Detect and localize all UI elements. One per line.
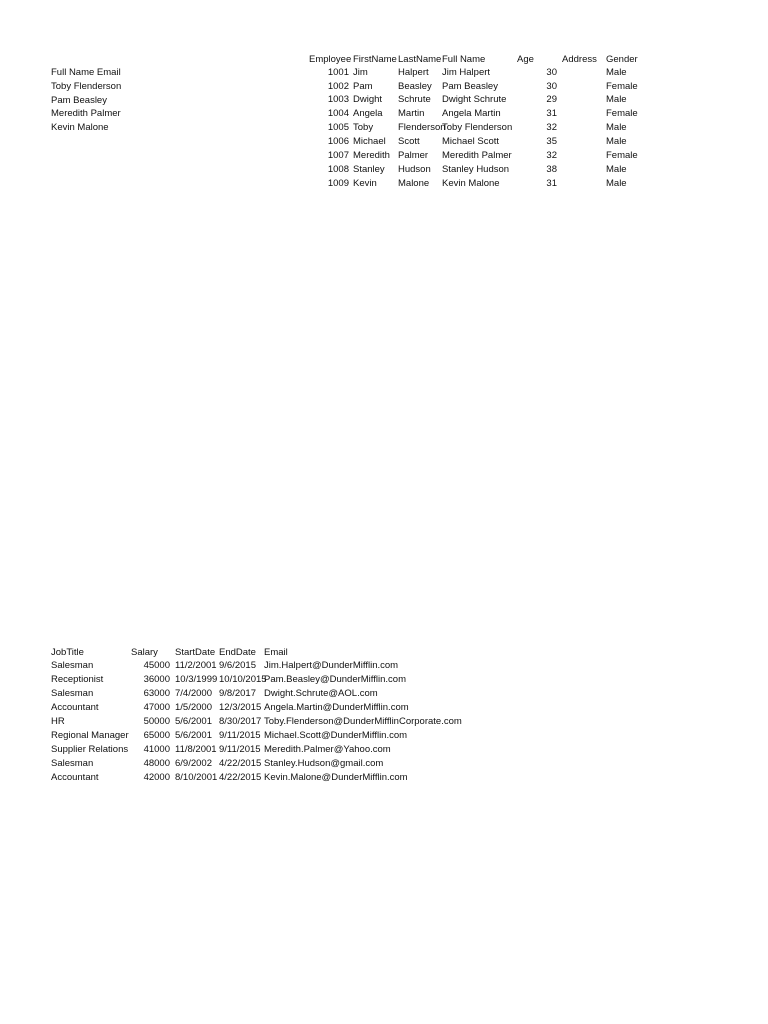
table-cell: 4/22/2015 bbox=[219, 772, 262, 783]
table-cell: Jim.Halpert@DunderMifflin.com bbox=[264, 660, 399, 671]
column-header: EndDate bbox=[219, 647, 256, 658]
table-cell: Dwight Schrute bbox=[442, 94, 507, 105]
table-cell: Palmer bbox=[398, 150, 429, 161]
table-cell: Male bbox=[606, 67, 627, 78]
column-header: Gender bbox=[606, 54, 638, 65]
table-cell: 41000 bbox=[143, 744, 170, 755]
table-cell: 6/9/2002 bbox=[175, 758, 212, 769]
table-cell: 7/4/2000 bbox=[175, 688, 212, 699]
table-cell: 30 bbox=[546, 81, 557, 92]
table-cell: 65000 bbox=[143, 730, 170, 741]
table-cell: 48000 bbox=[143, 758, 170, 769]
table-cell: Dwight.Schrute@AOL.com bbox=[264, 688, 378, 699]
table-cell: Salesman bbox=[51, 758, 94, 769]
table-cell: 10/10/2015 bbox=[219, 674, 267, 685]
table-cell: 50000 bbox=[143, 716, 170, 727]
table-cell: 1005 bbox=[327, 122, 349, 133]
table-cell: Regional Manager bbox=[51, 730, 129, 741]
list-item: Toby Flenderson bbox=[51, 81, 122, 92]
table-cell: Jim Halpert bbox=[442, 67, 491, 78]
table-cell: Hudson bbox=[398, 164, 431, 175]
table-cell: 8/30/2017 bbox=[219, 716, 262, 727]
table-cell: Toby.Flenderson@DunderMifflinCorporate.com bbox=[264, 716, 462, 727]
table-cell: Malone bbox=[398, 178, 430, 189]
table-cell: Male bbox=[606, 136, 627, 147]
column-header: FirstName bbox=[353, 54, 397, 65]
table-cell: Beasley bbox=[398, 81, 432, 92]
table-cell: 31 bbox=[546, 178, 557, 189]
table-cell: 11/8/2001 bbox=[175, 744, 217, 755]
table-cell: Toby Flenderson bbox=[442, 122, 513, 133]
table-cell: Angela bbox=[353, 108, 383, 119]
table-cell: Female bbox=[606, 150, 638, 161]
table-cell: Michael bbox=[353, 136, 386, 147]
table-cell: Scott bbox=[398, 136, 420, 147]
table-cell: 1001 bbox=[327, 67, 349, 78]
table-cell: Male bbox=[606, 164, 627, 175]
table-cell: 45000 bbox=[143, 660, 170, 671]
column-header: Address bbox=[562, 54, 597, 65]
table-cell: Angela Martin bbox=[442, 108, 501, 119]
table-cell: 1009 bbox=[327, 178, 349, 189]
table-cell: 30 bbox=[546, 67, 557, 78]
table-cell: Kevin.Malone@DunderMifflin.com bbox=[264, 772, 408, 783]
table-cell: 8/10/2001 bbox=[175, 772, 218, 783]
table-cell: Jim bbox=[353, 67, 368, 78]
table-cell: 29 bbox=[546, 94, 557, 105]
table-cell: 1/5/2000 bbox=[175, 702, 212, 713]
table-cell: 63000 bbox=[143, 688, 170, 699]
table-cell: Martin bbox=[398, 108, 425, 119]
table-cell: 1004 bbox=[327, 108, 349, 119]
table-cell: 32 bbox=[546, 122, 557, 133]
table-cell: Toby bbox=[353, 122, 374, 133]
table-cell: 36000 bbox=[143, 674, 170, 685]
table-cell: 5/6/2001 bbox=[175, 730, 212, 741]
table-cell: Stanley.Hudson@gmail.com bbox=[264, 758, 384, 769]
table-cell: Salesman bbox=[51, 688, 94, 699]
table-cell: Supplier Relations bbox=[51, 744, 129, 755]
table-cell: 47000 bbox=[143, 702, 170, 713]
column-header: JobTitle bbox=[51, 647, 84, 658]
table-cell: 1007 bbox=[327, 150, 349, 161]
table-cell: Dwight bbox=[353, 94, 383, 105]
table-cell: Pam Beasley bbox=[442, 81, 498, 92]
column-header: Salary bbox=[131, 647, 158, 658]
table-cell: Meredith bbox=[353, 150, 390, 161]
table-cell: Female bbox=[606, 81, 638, 92]
table-cell: Female bbox=[606, 108, 638, 119]
column-header: Age bbox=[517, 54, 534, 65]
table-cell: 5/6/2001 bbox=[175, 716, 212, 727]
table-cell: HR bbox=[51, 716, 65, 727]
table-cell: 9/6/2015 bbox=[219, 660, 256, 671]
table-cell: Halpert bbox=[398, 67, 429, 78]
column-header: LastName bbox=[398, 54, 442, 65]
table-cell: 1002 bbox=[327, 81, 349, 92]
table-cell: 12/3/2015 bbox=[219, 702, 262, 713]
table-cell: Meredith Palmer bbox=[442, 150, 512, 161]
table-cell: Michael Scott bbox=[442, 136, 500, 147]
table-cell: Male bbox=[606, 178, 627, 189]
table-cell: Stanley Hudson bbox=[442, 164, 510, 175]
table-cell: Salesman bbox=[51, 660, 94, 671]
column-header: StartDate bbox=[175, 647, 216, 658]
column-header: Email bbox=[264, 647, 288, 658]
table-cell: 38 bbox=[546, 164, 557, 175]
table-cell: Meredith.Palmer@Yahoo.com bbox=[264, 744, 391, 755]
table-cell: 32 bbox=[546, 150, 557, 161]
table-cell: Pam.Beasley@DunderMifflin.com bbox=[264, 674, 406, 685]
table-cell: 10/3/1999 bbox=[175, 674, 218, 685]
table-cell: 1003 bbox=[327, 94, 349, 105]
table-cell: 9/11/2015 bbox=[219, 730, 261, 741]
table-cell: Receptionist bbox=[51, 674, 104, 685]
table-cell: Male bbox=[606, 122, 627, 133]
table-cell: 1006 bbox=[327, 136, 349, 147]
table-cell: Stanley bbox=[353, 164, 385, 175]
table-cell: Male bbox=[606, 94, 627, 105]
table-cell: 11/2/2001 bbox=[175, 660, 217, 671]
table-cell: Accountant bbox=[51, 702, 99, 713]
table-cell: 4/22/2015 bbox=[219, 758, 262, 769]
table-cell: 35 bbox=[546, 136, 557, 147]
column-header: Employee bbox=[309, 54, 352, 65]
table-cell: Pam bbox=[353, 81, 373, 92]
table-cell: 1008 bbox=[327, 164, 349, 175]
table-cell: Kevin bbox=[353, 178, 377, 189]
table-cell: 31 bbox=[546, 108, 557, 119]
table-cell: Angela.Martin@DunderMifflin.com bbox=[264, 702, 409, 713]
list-header: Full Name Email bbox=[51, 67, 121, 78]
table-cell: 42000 bbox=[143, 772, 170, 783]
table-cell: Flenderson bbox=[398, 122, 446, 133]
table-cell: Kevin Malone bbox=[442, 178, 500, 189]
list-item: Meredith Palmer bbox=[51, 108, 121, 119]
table-cell: 9/8/2017 bbox=[219, 688, 256, 699]
list-item: Kevin Malone bbox=[51, 122, 109, 133]
table-cell: 9/11/2015 bbox=[219, 744, 261, 755]
table-cell: Schrute bbox=[398, 94, 431, 105]
column-header: Full Name bbox=[442, 54, 486, 65]
table-cell: Accountant bbox=[51, 772, 99, 783]
list-item: Pam Beasley bbox=[51, 95, 107, 106]
table-cell: Michael.Scott@DunderMifflin.com bbox=[264, 730, 408, 741]
